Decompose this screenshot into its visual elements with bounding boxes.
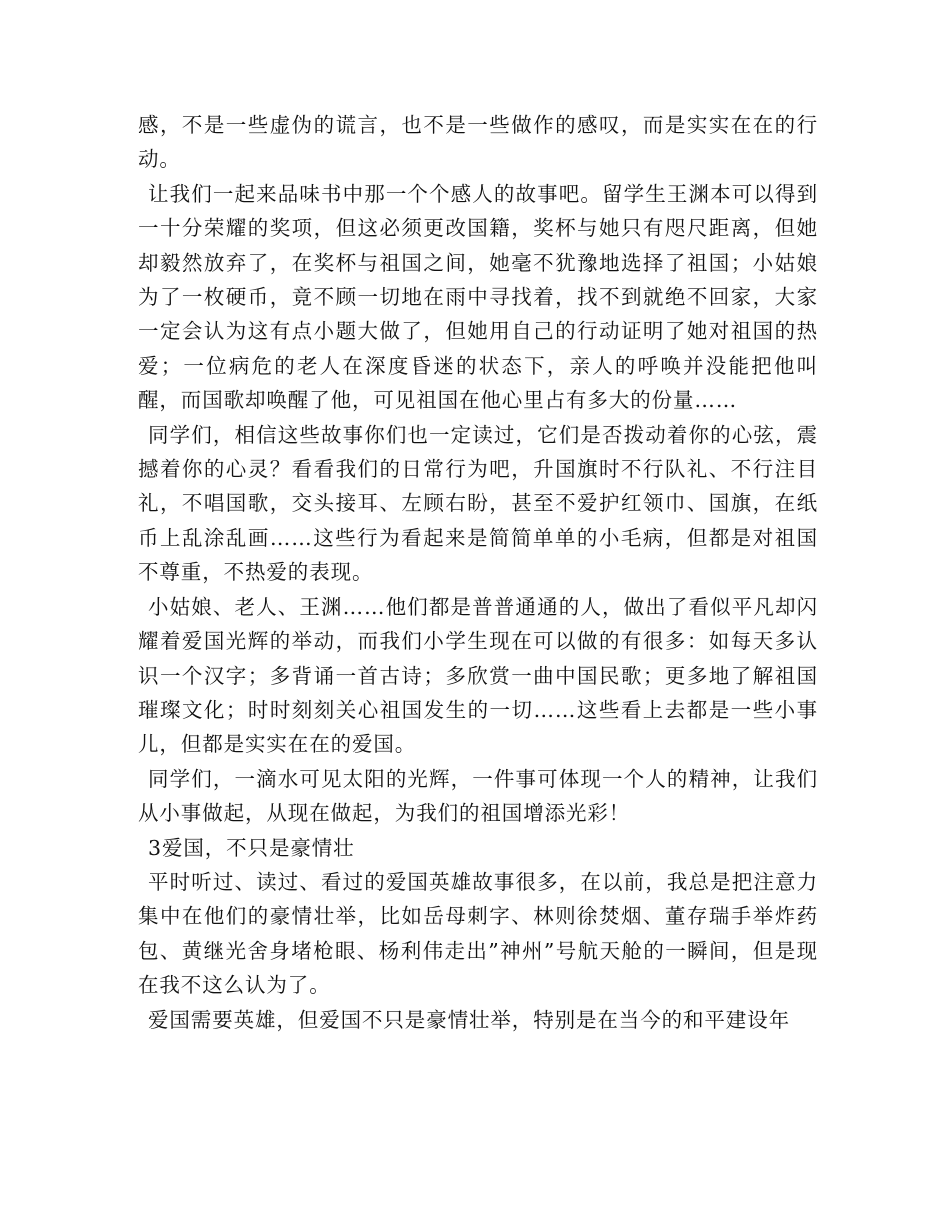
paragraph-need-heroes: 爱国需要英雄，但爱国不只是豪情壮举，特别是在当今的和平建设年	[148, 1007, 790, 1032]
paragraph-continuation: 感，不是一些虚伪的谎言，也不是一些做作的感叹，而是实实在在的行动。	[138, 113, 818, 172]
document-body	[138, 108, 818, 1037]
paragraph-classmates: 同学们，相信这些故事你们也一定读过，它们是否拨动着你的心弦，震撼着你的心灵？看看我们的日常行为吧，升国旗时不行队礼、不行注目礼，不唱国歌，交头接耳、左顾右盼，甚至不爱护红领巾、国旗，在纸币上乱涂乱画……这些行为看起来是简简单单的小毛病，但都是对祖国不尊重，不热爱的表现。	[138, 422, 818, 585]
paragraph-stories: 让我们一起来品味书中那一个个感人的故事吧。留学生王渊本可以得到一十分荣耀的奖项，但这必须更改国籍，奖杯与她只有咫尺距离，但她却毅然放弃了，在奖杯与祖国之间，她毫不犹豫地选择了祖国；小姑娘为了一枚硬币，竟不顾一切地在雨中寻找着，找不到就绝不回家，大家一定会认为这有点小题大做了，但她用自己的行动证明了她对祖国的热爱；一位病危的老人在深度昏迷的状态下，亲人的呼唤并没能把他叫醒，而国歌却唤醒了他，可见祖国在他心里占有多大的份量……	[138, 181, 818, 413]
paragraph-heroes: 平时听过、读过、看过的爱国英雄故事很多，在以前，我总是把注意力集中在他们的豪情壮举，比如岳母刺字、林则徐焚烟、董存瑞手举炸药包、黄继光舍身堵枪眼、杨利伟走出”神州”号航天舱的一瞬间，但是现在我不这么认为了。	[138, 869, 818, 998]
section-heading: 3爱国，不只是豪情壮	[148, 835, 355, 860]
paragraph-ordinary-people: 小姑娘、老人、王渊……他们都是普普通通的人，做出了看似平凡却闪耀着爱国光辉的举动，而我们小学生现在可以做的有很多：如每天多认识一个汉字；多背诵一首古诗；多欣赏一曲中国民歌；更多地了解祖国璀璨文化；时时刻刻关心祖国发生的一切……这些看上去都是一些小事儿，但都是实实在在的爱国。	[138, 594, 818, 757]
paragraph-conclusion: 同学们，一滴水可见太阳的光辉，一件事可体现一个人的精神，让我们从小事做起，从现在做起，为我们的祖国增添光彩！	[138, 766, 818, 826]
